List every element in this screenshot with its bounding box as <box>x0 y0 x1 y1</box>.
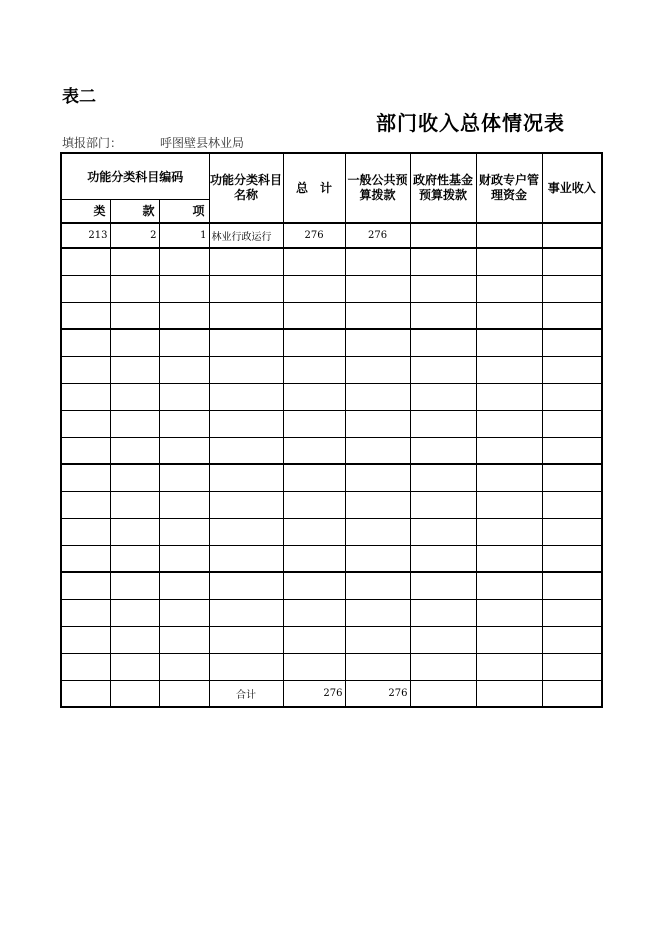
header-xiang: 项 <box>159 199 209 223</box>
header-general-budget: 一般公共预算拨款 <box>345 153 410 223</box>
table-row <box>61 383 602 410</box>
header-business-income: 事业收入 <box>542 153 602 223</box>
header-code-group: 功能分类科目编码 <box>61 153 209 199</box>
cell-special-fund <box>476 223 542 248</box>
table-number-label: 表二 <box>62 87 96 107</box>
reporting-department <box>62 134 245 151</box>
table-row <box>61 356 602 383</box>
header-total: 总 计 <box>283 153 345 223</box>
table-row <box>61 491 602 518</box>
cell-total: 276 <box>283 223 345 248</box>
table-row <box>61 572 602 599</box>
table-row <box>61 653 602 680</box>
table-row <box>61 545 602 572</box>
summary-general-budget: 276 <box>345 680 410 707</box>
cell-business-income <box>542 223 602 248</box>
cell-xiang: 1 <box>159 223 209 248</box>
table-row <box>61 302 602 329</box>
summary-row <box>61 680 602 707</box>
summary-label: 合计 <box>209 680 283 707</box>
table-row <box>61 626 602 653</box>
header-special-fund: 财政专户管理资金 <box>476 153 542 223</box>
department-name: 呼图壁县林业局 <box>160 136 245 150</box>
table-row <box>61 275 602 302</box>
cell-gov-fund <box>410 223 476 248</box>
table-row <box>61 518 602 545</box>
document-title: 部门收入总体情况表 <box>376 111 565 135</box>
header-subject-name: 功能分类科目名称 <box>209 153 283 223</box>
department-label: 填报部门： <box>62 136 123 150</box>
header-gov-fund: 政府性基金预算拨款 <box>410 153 476 223</box>
cell-kuan: 2 <box>110 223 159 248</box>
cell-general-budget: 276 <box>345 223 410 248</box>
table-row <box>61 464 602 491</box>
cell-subject-name: 林业行政运行 <box>209 223 283 248</box>
table-row <box>61 599 602 626</box>
header-kuan: 款 <box>110 199 159 223</box>
table-row <box>61 223 602 248</box>
cell-lei: 213 <box>61 223 110 248</box>
table-row <box>61 248 602 275</box>
table-row <box>61 437 602 464</box>
table-row <box>61 410 602 437</box>
header-lei: 类 <box>61 199 110 223</box>
income-table <box>60 152 603 708</box>
summary-total: 276 <box>283 680 345 707</box>
table-row <box>61 329 602 356</box>
